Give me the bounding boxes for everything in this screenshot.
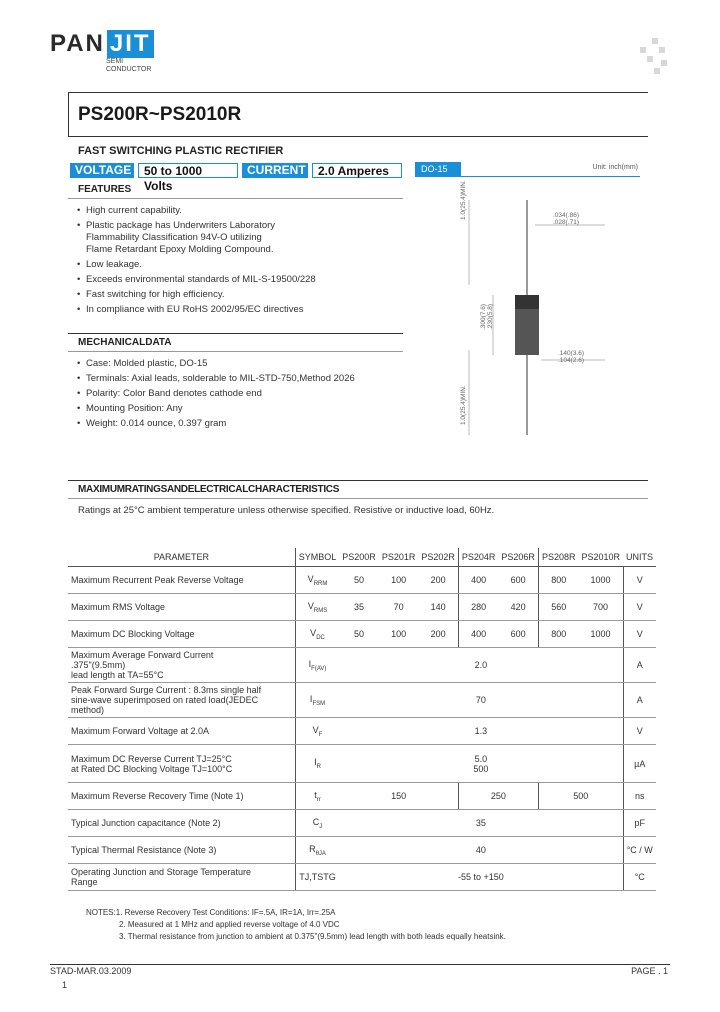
col-header-5: PS204R (458, 548, 498, 567)
col-header-1: SYMBOL (295, 548, 339, 567)
logo-pan: PAN (50, 30, 105, 57)
table-row (68, 837, 656, 864)
table-row (68, 810, 656, 837)
col-header-9: UNITS (623, 548, 656, 567)
footer-date: STAD-MAR.03.2009 (50, 966, 132, 976)
cell-symbol: $V_F$ (295, 718, 339, 745)
cell-value: 70 (379, 594, 419, 621)
footer-num: 1 (62, 980, 68, 990)
cell-value: 2.0 (339, 648, 623, 683)
symbol-subscript: RMS (313, 607, 328, 614)
dim-body-len: .300(7.6) .230(5.8) (480, 303, 494, 330)
cell-symbol: $R_{\theta JA}$ (295, 837, 339, 864)
dim-lead-top: 1.0(25.4)MIN. (460, 180, 467, 220)
package-header (415, 162, 640, 177)
note-1: NOTES:1. Reverse Recovery Test Conditions: IF=.5A, IR=1A, Irr=.25A (86, 908, 336, 917)
cell-value: 420 (498, 594, 538, 621)
ratings-note: Ratings at 25°C ambient temperature unless otherwise specified. Resistive or inductive load, 60Hz. (78, 505, 495, 516)
cell-symbol: $C_J$ (295, 810, 339, 837)
table-row (68, 567, 656, 594)
cell-value: 800 (538, 621, 578, 648)
col-header-7: PS208R (538, 548, 578, 567)
cell-parameter: Typical Thermal Resistance (Note 3) (68, 837, 295, 864)
cell-parameter: Maximum Forward Voltage at 2.0A (68, 718, 295, 745)
cell-unit: ns (623, 783, 656, 810)
ratings-rule-top (68, 480, 648, 481)
page-title: PS200R~PS2010R (78, 104, 242, 125)
cell-parameter: Peak Forward Surge Current : 8.3ms single half sine-wave superimposed on rated load(JEDEC method) (68, 683, 295, 718)
cell-value: 560 (538, 594, 578, 621)
features-heading: FEATURES (78, 184, 132, 195)
title-rule (68, 136, 648, 137)
feature-item-0: • High current capability. (77, 205, 407, 217)
panjit-logo (50, 30, 154, 73)
cell-value: 280 (458, 594, 498, 621)
table-header-row (68, 548, 656, 567)
mechanical-heading: MECHANICALDATA (78, 337, 172, 348)
cell-unit: V (623, 594, 656, 621)
title-rule-vertical (68, 92, 69, 136)
cell-value: 50 (339, 567, 379, 594)
cell-symbol: $V_{RRM}$ (295, 567, 339, 594)
cell-value: 1000 (578, 567, 623, 594)
cell-value: 400 (458, 621, 498, 648)
current-label: CURRENT (242, 163, 308, 178)
features-rule (68, 198, 403, 199)
table-row (68, 648, 656, 683)
logo-sub1: SEMI (106, 58, 124, 65)
col-header-3: PS201R (379, 548, 419, 567)
col-header-2: PS200R (339, 548, 379, 567)
cell-symbol: $I_{F(AV)}$ (295, 648, 339, 683)
mechanical-item-2: • Polarity: Color Band denotes cathode end (77, 388, 407, 400)
table-row (68, 864, 656, 891)
cell-parameter: Operating Junction and Storage Temperature Range (68, 864, 295, 891)
voltage-value: 50 to 1000 Volts (138, 163, 238, 178)
cell-value: -55 to +150 (339, 864, 623, 891)
cell-value: 600 (498, 621, 538, 648)
cell-symbol: $V_{DC}$ (295, 621, 339, 648)
cell-value: 100 (379, 621, 419, 648)
ratings-rule (68, 498, 648, 499)
ratings-heading: MAXIMUMRATINGSANDELECTRICALCHARACTERISTICS (78, 484, 340, 495)
voltage-label: VOLTAGE (70, 163, 134, 178)
cell-value: 40 (339, 837, 623, 864)
symbol-subscript: FSM (312, 700, 326, 707)
symbol-subscript: R (316, 763, 321, 770)
cell-unit: A (623, 648, 656, 683)
feature-item-2: • Low leakage. (77, 259, 407, 271)
cell-parameter: Maximum DC Blocking Voltage (68, 621, 295, 648)
dim-lead-bottom: 1.0(25.4)MIN. (460, 385, 467, 425)
package-unit: Unit: inch(mm) (592, 164, 638, 171)
cell-unit: V (623, 621, 656, 648)
cell-value: 5.0 500 (339, 745, 623, 783)
mechanical-item-4: • Weight: 0.014 ounce, 0.397 gram (77, 418, 407, 430)
feature-item-5: • In compliance with EU RoHS 2002/95/EC directives (77, 304, 407, 316)
mechanical-item-3: • Mounting Position: Any (77, 403, 407, 415)
cell-symbol: $I_R$ (295, 745, 339, 783)
cell-value: 35 (339, 594, 379, 621)
cell-value: 50 (339, 621, 379, 648)
feature-item-3: • Exceeds environmental standards of MIL-S-19500/228 (77, 274, 407, 286)
cell-value: 200 (418, 567, 458, 594)
cell-unit: V (623, 567, 656, 594)
top-rule (68, 92, 648, 93)
cell-parameter: Maximum Reverse Recovery Time (Note 1) (68, 783, 295, 810)
symbol-subscript: rr (316, 796, 321, 803)
cell-parameter: Maximum Recurrent Peak Reverse Voltage (68, 567, 295, 594)
symbol-subscript: DC (316, 634, 325, 641)
symbol-subscript: RRM (313, 580, 328, 587)
ratings-table (68, 548, 656, 891)
col-header-0: PARAMETER (68, 548, 295, 567)
cell-unit: pF (623, 810, 656, 837)
dim-lead-dia: .034(.86) .028(.71) (553, 212, 580, 226)
cell-value: 700 (578, 594, 623, 621)
subtitle: FAST SWITCHING PLASTIC RECTIFIER (78, 145, 284, 157)
cell-value: 70 (339, 683, 623, 718)
symbol-subscript: F (318, 731, 323, 738)
cell-value: 140 (418, 594, 458, 621)
cell-value: 100 (379, 567, 419, 594)
symbol-subscript: F(AV) (311, 665, 327, 672)
logo-sub2: CONDUCTOR (106, 66, 152, 73)
notes (86, 907, 506, 943)
features-list (77, 205, 407, 319)
cell-parameter: Typical Junction capacitance (Note 2) (68, 810, 295, 837)
mech-rule-top (68, 333, 403, 334)
logo-jit: JIT (107, 30, 154, 58)
cell-value: 800 (538, 567, 578, 594)
note-2: 2. Measured at 1 MHz and applied reverse voltage of 4.0 VDC (119, 920, 340, 929)
table-row (68, 718, 656, 745)
cell-symbol: $V_{RMS}$ (295, 594, 339, 621)
col-header-8: PS2010R (578, 548, 623, 567)
footer-page: PAGE . 1 (631, 966, 668, 976)
cell-value: 1.3 (339, 718, 623, 745)
feature-item-1: • Plastic package has Underwriters Laboratory Flammability Classification 94V-O utilizing Flame Retardant Epoxy Molding Compound. (77, 220, 407, 256)
cell-symbol: $t_{rr}$ (295, 783, 339, 810)
cell-parameter: Maximum Average Forward Current .375"(9.5mm) lead length at TA=55°C (68, 648, 295, 683)
table-row (68, 594, 656, 621)
cell-value: 150 (339, 783, 458, 810)
cell-symbol: $I_{FSM}$ (295, 683, 339, 718)
symbol-subscript: θJA (315, 850, 326, 857)
table-row (68, 683, 656, 718)
col-header-6: PS206R (498, 548, 538, 567)
feature-item-4: • Fast switching for high efficiency. (77, 289, 407, 301)
cell-value: 250 (458, 783, 538, 810)
cell-value: 500 (538, 783, 623, 810)
cell-parameter: Maximum DC Reverse Current TJ=25°C at Rated DC Blocking Voltage TJ=100°C (68, 745, 295, 783)
cell-unit: V (623, 718, 656, 745)
symbol-subscript: J (319, 823, 323, 830)
cell-unit: °C (623, 864, 656, 891)
cell-unit: A (623, 683, 656, 718)
dim-body-dia: .140(3.6) .104(2.6) (558, 350, 585, 364)
footer-rule (50, 964, 670, 965)
mech-rule (68, 351, 403, 352)
package-name: DO-15 (415, 162, 461, 176)
cell-value: 600 (498, 567, 538, 594)
cell-value: 1000 (578, 621, 623, 648)
table-row (68, 621, 656, 648)
cell-symbol: TJ,TSTG (295, 864, 339, 891)
mechanical-item-1: • Terminals: Axial leads, solderable to MIL-STD-750,Method 2026 (77, 373, 407, 385)
col-header-4: PS202R (418, 548, 458, 567)
cell-value: 200 (418, 621, 458, 648)
cell-value: 400 (458, 567, 498, 594)
cell-unit: µA (623, 745, 656, 783)
mechanical-list (77, 358, 407, 433)
table-row (68, 783, 656, 810)
cathode-band (515, 295, 539, 309)
cell-unit: °C / W (623, 837, 656, 864)
table-row (68, 745, 656, 783)
note-3: 3. Thermal resistance from junction to ambient at 0.375"(9.5mm) lead length with both leads equally heatsink. (119, 932, 506, 941)
cell-value: 35 (339, 810, 623, 837)
mechanical-item-0: • Case: Molded plastic, DO-15 (77, 358, 407, 370)
cell-parameter: Maximum RMS Voltage (68, 594, 295, 621)
current-value: 2.0 Amperes (312, 163, 402, 178)
